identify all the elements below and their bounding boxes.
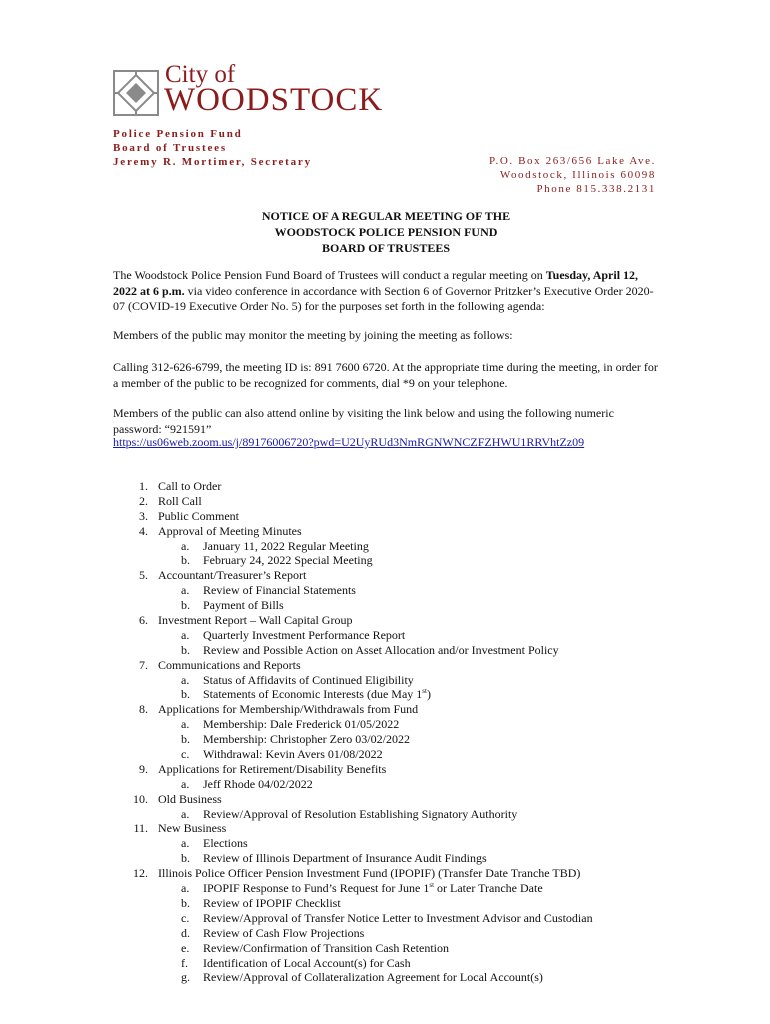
agenda-text-main: Jeff Rhode 04/02/2022: [203, 776, 313, 791]
agenda-text-main: Identification of Local Account(s) for Cash: [203, 955, 411, 970]
agenda-subitem-text: [203, 941, 449, 956]
agenda-item: [113, 792, 673, 807]
agenda-item-number: 10.: [133, 791, 148, 806]
agenda-subitem-letter: a.: [181, 627, 190, 642]
agenda-subitem-text: [203, 732, 410, 747]
calling-paragraph: Calling 312-626-6799, the meeting ID is: 891 7600 6720. At the appropriate time during the meeting, in order for a member of the public to be recognized for comments, dial *9 on your telephone.: [113, 360, 658, 390]
agenda-subitem-letter: a.: [181, 672, 190, 687]
agenda-text-main: Review of Financial Statements: [203, 583, 356, 598]
agenda-subitem-letter: a.: [181, 583, 190, 598]
agenda-subitem: [113, 643, 673, 658]
agenda-subitem: [113, 911, 673, 926]
online-paragraph: Members of the public can also attend online by visiting the link below and using the following numeric password: “921591”: [113, 406, 614, 436]
agenda-subitem-text: [203, 717, 399, 732]
ordinal-suffix: st: [422, 687, 427, 696]
title-line-2: WOODSTOCK POLICE PENSION FUND: [274, 225, 498, 239]
agenda-text-main: Old Business: [158, 791, 222, 806]
agenda-item: [113, 658, 673, 673]
agenda-subitem-text: [203, 970, 543, 985]
agenda-item: [113, 568, 673, 583]
agenda-subitem-letter: a.: [181, 836, 190, 851]
agenda-item: [113, 524, 673, 539]
agenda-item-text: [158, 509, 239, 524]
logo-city-text: City of: [165, 61, 236, 88]
agenda-subitem-text: [203, 687, 431, 702]
agenda-subitem: [113, 583, 673, 598]
agenda-item-text: [158, 494, 202, 509]
agenda-item: [113, 821, 673, 836]
agenda-subitem: [113, 807, 673, 822]
agenda-item-number: 4.: [139, 523, 148, 538]
agenda-text-main: Withdrawal: Kevin Avers 01/08/2022: [203, 747, 383, 762]
address-city: Woodstock, Illinois 60098: [499, 169, 656, 181]
agenda-text-main: Communications and Reports: [158, 657, 301, 672]
letterhead-fund: Police Pension Fund: [113, 128, 243, 140]
agenda-item: [113, 509, 673, 524]
agenda-item-number: 8.: [139, 702, 148, 717]
intro-text-a: The Woodstock Police Pension Fund Board of Trustees will conduct a regular meeting on: [113, 268, 546, 282]
agenda-subitem-letter: b.: [181, 732, 190, 747]
agenda-subitem: [113, 673, 673, 688]
agenda-item-text: [158, 702, 418, 717]
members-paragraph: Members of the public may monitor the meeting by joining the meeting as follows:: [113, 328, 513, 342]
agenda-subitem: [113, 717, 673, 732]
agenda-item-number: 3.: [139, 508, 148, 523]
agenda-subitem-text: [203, 747, 383, 762]
agenda-item: [113, 866, 673, 881]
agenda-subitem-text: [203, 673, 414, 688]
agenda-subitem: [113, 687, 673, 702]
agenda-subitem: [113, 851, 673, 866]
notice-title: [113, 208, 659, 256]
agenda-subitem-letter: b.: [181, 895, 190, 910]
agenda-subitem-text: [203, 851, 487, 866]
agenda-text-main: Roll Call: [158, 493, 202, 508]
agenda-subitem-letter: a.: [181, 717, 190, 732]
agenda-item-text: [158, 613, 352, 628]
agenda-item-number: 12.: [133, 866, 148, 881]
agenda-text-main: Applications for Membership/Withdrawals from Fund: [158, 702, 419, 717]
agenda-text-main: Approval of Meeting Minutes: [158, 523, 302, 538]
agenda-subitem: [113, 747, 673, 762]
agenda-text-main: IPOPIF Response to Fund’s Request for June 1: [203, 881, 430, 896]
address-line: P.O. Box 263/656 Lake Ave.: [489, 155, 656, 167]
agenda-text-main: Review of Cash Flow Projections: [203, 925, 365, 940]
agenda-text-main: Status of Affidavits of Continued Eligibility: [203, 672, 414, 687]
agenda-subitem: [113, 970, 673, 985]
agenda-item-text: [158, 821, 226, 836]
agenda-item: [113, 702, 673, 717]
agenda-subitem-letter: c.: [181, 910, 190, 925]
agenda-text-main: Elections: [203, 836, 248, 851]
agenda-list: [113, 479, 673, 985]
agenda-subitem: [113, 732, 673, 747]
agenda-subitem-letter: d.: [181, 925, 190, 940]
agenda-subitem-letter: b.: [181, 598, 190, 613]
agenda-item-number: 9.: [139, 761, 148, 776]
agenda-subitem-text: [203, 583, 356, 598]
agenda-subitem-text: [203, 896, 341, 911]
agenda-text-main: Review/Approval of Collateralization Agreement for Local Account(s): [203, 970, 543, 985]
agenda-item-text: [158, 792, 222, 807]
agenda-text-main: January 11, 2022 Regular Meeting: [203, 538, 369, 553]
agenda-item: [113, 494, 673, 509]
agenda-text-after: ): [426, 687, 431, 702]
agenda-item-text: [158, 524, 302, 539]
agenda-text-main: New Business: [158, 821, 227, 836]
agenda-subitem-letter: b.: [181, 553, 190, 568]
agenda-item-number: 6.: [139, 613, 148, 628]
agenda-subitem: [113, 926, 673, 941]
agenda-item: [113, 762, 673, 777]
agenda-text-main: Review and Possible Action on Asset Allocation and/or Investment Policy: [203, 642, 559, 657]
agenda-subitem-text: [203, 628, 405, 643]
agenda-subitem: [113, 881, 673, 896]
agenda-subitem-text: [203, 926, 364, 941]
agenda-text-main: Call to Order: [158, 479, 222, 493]
agenda-subitem-text: [203, 807, 517, 822]
agenda-item-text: [158, 568, 306, 583]
agenda-text-after: or Later Tranche Date: [434, 881, 543, 896]
agenda-text-main: February 24, 2022 Special Meeting: [203, 553, 373, 568]
agenda-subitem-letter: a.: [181, 776, 190, 791]
agenda-subitem-text: [203, 777, 313, 792]
agenda-text-main: Public Comment: [158, 508, 239, 523]
agenda-subitem-text: [203, 539, 369, 554]
agenda-subitem-letter: c.: [181, 747, 190, 762]
agenda-subitem-text: [203, 836, 248, 851]
agenda-text-main: Review/Approval of Transfer Notice Letter to Investment Advisor and Custodian: [203, 910, 593, 925]
agenda-item-number: 2.: [139, 493, 148, 508]
title-line-3: BOARD OF TRUSTEES: [321, 241, 451, 255]
agenda-subitem: [113, 777, 673, 792]
city-logo-icon: [113, 70, 159, 116]
agenda-text-main: Illinois Police Officer Pension Investment Fund (IPOPIF) (Transfer Date Tranche TBD): [158, 866, 581, 881]
agenda-subitem-letter: b.: [181, 851, 190, 866]
agenda-item-number: 11.: [133, 821, 148, 836]
agenda-item: [113, 479, 673, 494]
agenda-text-main: Quarterly Investment Performance Report: [203, 627, 406, 642]
agenda-subitem: [113, 628, 673, 643]
agenda-text-main: Applications for Retirement/Disability Benefits: [158, 761, 387, 776]
agenda-subitem: [113, 598, 673, 613]
agenda-text-main: Membership: Dale Frederick 01/05/2022: [203, 717, 400, 732]
agenda-subitem-text: [203, 956, 411, 971]
agenda-item-text: [158, 479, 221, 494]
agenda-text-main: Review/Confirmation of Transition Cash Retention: [203, 940, 449, 955]
agenda-text-main: Payment of Bills: [203, 598, 284, 613]
agenda-text-main: Review/Approval of Resolution Establishing Signatory Authority: [203, 806, 518, 821]
agenda-subitem: [113, 896, 673, 911]
agenda-subitem: [113, 941, 673, 956]
letterhead-secretary: Jeremy R. Mortimer, Secretary: [113, 156, 312, 168]
agenda-text-main: Review of Illinois Department of Insurance Audit Findings: [203, 851, 487, 866]
agenda-subitem-text: [203, 881, 543, 896]
address-phone: Phone 815.338.2131: [536, 183, 656, 195]
agenda-subitem-letter: a.: [181, 881, 190, 896]
agenda-subitem-letter: a.: [181, 806, 190, 821]
agenda-item-number: 5.: [139, 568, 148, 583]
agenda-item-number: 1.: [139, 479, 148, 493]
agenda-subitem: [113, 539, 673, 554]
agenda-item-text: [158, 658, 301, 673]
agenda-text-main: Accountant/Treasurer’s Report: [158, 568, 307, 583]
agenda-subitem-text: [203, 643, 559, 658]
title-line-1: NOTICE OF A REGULAR MEETING OF THE: [261, 209, 511, 223]
agenda-subitem: [113, 836, 673, 851]
agenda-item-number: 7.: [139, 657, 148, 672]
agenda-subitem-letter: b.: [181, 642, 190, 657]
agenda-text-main: Investment Report – Wall Capital Group: [158, 613, 353, 628]
ordinal-suffix: st: [429, 881, 435, 890]
intro-meeting-date: Tuesday, April 12, 2022 at 6 p.m.: [113, 268, 639, 298]
agenda-item: [113, 613, 673, 628]
agenda-text-main: Statements of Economic Interests (due May 1: [203, 687, 423, 702]
agenda-subitem: [113, 553, 673, 568]
intro-paragraph: [113, 268, 663, 315]
logo-city-name: WOODSTOCK: [164, 82, 384, 118]
agenda-subitem-text: [203, 553, 373, 568]
agenda-item-text: [158, 866, 580, 881]
agenda-subitem-letter: a.: [181, 538, 190, 553]
agenda-subitem-text: [203, 911, 593, 926]
agenda-text-main: Membership: Christopher Zero 03/02/2022: [203, 732, 410, 747]
agenda-text-main: Review of IPOPIF Checklist: [203, 895, 341, 910]
letterhead-left: [113, 127, 312, 169]
agenda-item-text: [158, 762, 386, 777]
intro-text-c: via video conference in accordance with Section 6 of Governor Pritzker’s Executive Order 2020-07 (COVID-19 Executive Order No. 5) for the purposes set forth in the following agenda:: [113, 283, 654, 313]
letterhead-board: Board of Trustees: [113, 142, 227, 154]
agenda-subitem-letter: g.: [181, 970, 190, 985]
zoom-meeting-link[interactable]: https://us06web.zoom.us/j/89176006720?pwd=U2UyRUd3NmRGNWNCZFZHWU1RRVhtZz09: [113, 435, 585, 449]
agenda-subitem-letter: e.: [181, 940, 190, 955]
agenda-subitem-letter: f.: [181, 955, 188, 970]
agenda-subitem: [113, 956, 673, 971]
agenda-subitem-text: [203, 598, 284, 613]
agenda-subitem-letter: b.: [181, 687, 190, 702]
